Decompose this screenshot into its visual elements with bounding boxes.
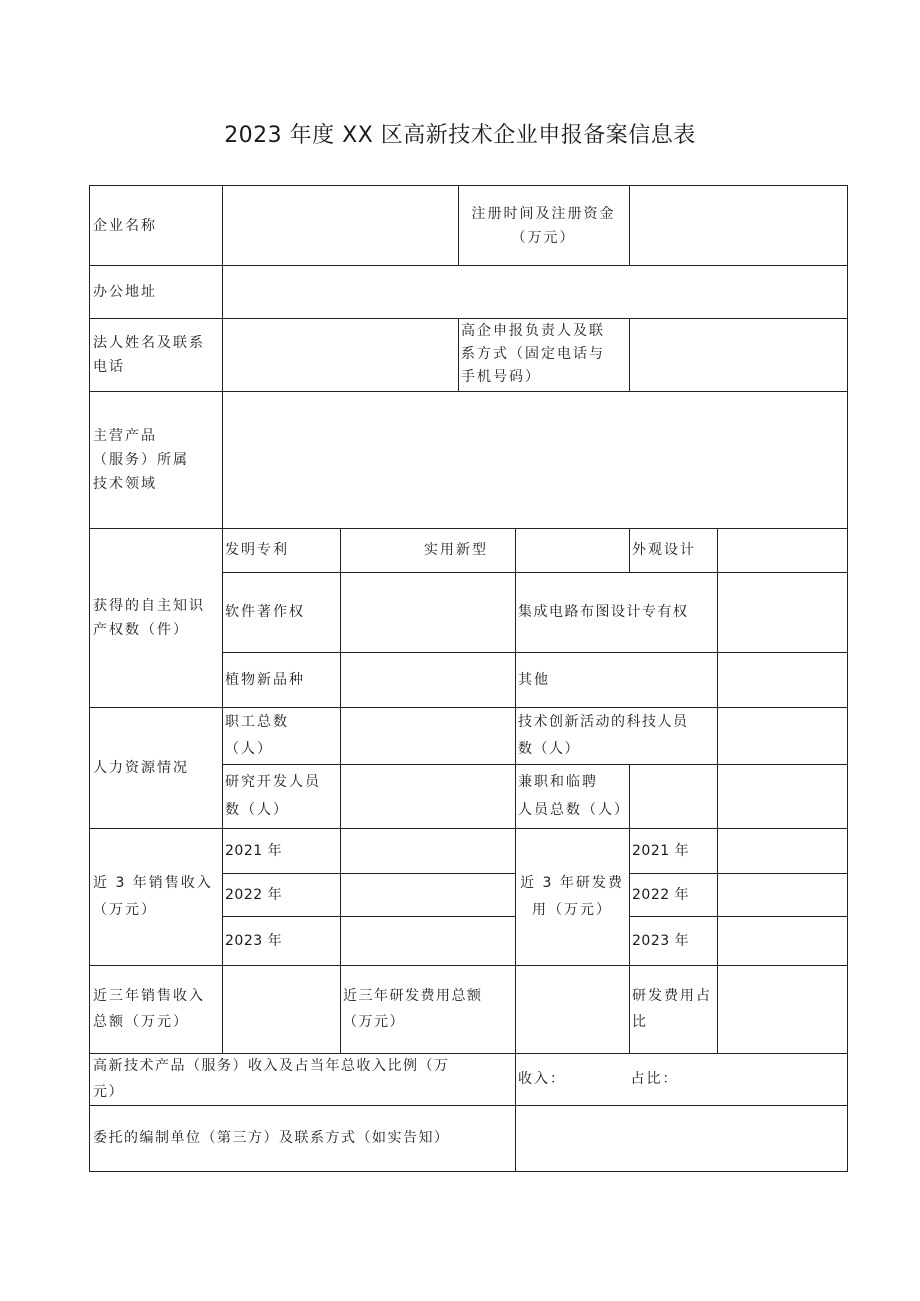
label-office-address: 办公地址 bbox=[89, 265, 223, 319]
label-rd-2022: 2022 年 bbox=[629, 873, 718, 917]
agency-field[interactable] bbox=[515, 1105, 848, 1172]
sales-total-field[interactable] bbox=[222, 965, 341, 1054]
label-sales-3y: 近 3 年销售收入 （万元） bbox=[89, 828, 223, 966]
ic-layout-field[interactable] bbox=[717, 572, 848, 653]
label-rd-2023: 2023 年 bbox=[629, 916, 718, 966]
label-utility-model: 实用新型 bbox=[340, 528, 516, 573]
design-field[interactable] bbox=[717, 528, 848, 573]
label-plant-variety: 植物新品种 bbox=[222, 652, 341, 708]
label-sales-total: 近三年销售收入 总额（万元） bbox=[89, 965, 223, 1054]
label-rd-ratio: 研发费用占 比 bbox=[629, 965, 718, 1054]
label-rd-3y: 近 3 年研发费 用（万元） bbox=[515, 828, 630, 966]
label-ic-layout: 集成电路布图设计专有权 bbox=[515, 572, 718, 653]
label-invention-patent: 发明专利 bbox=[222, 528, 341, 573]
label-design: 外观设计 bbox=[629, 528, 718, 573]
label-software-copyright: 软件著作权 bbox=[222, 572, 341, 653]
label-tech-staff: 技术创新活动的科技人员 数（人） bbox=[515, 707, 718, 765]
label-rd-total: 近三年研发费用总额 （万元） bbox=[340, 965, 516, 1054]
contact-person-field[interactable] bbox=[629, 318, 848, 392]
label-agency: 委托的编制单位（第三方）及联系方式（如实告知） bbox=[89, 1105, 516, 1172]
legal-person-field[interactable] bbox=[222, 318, 459, 392]
label-sales-2022: 2022 年 bbox=[222, 873, 341, 917]
utility-model-field[interactable] bbox=[515, 528, 630, 573]
label-contact-person: 高企申报负责人及联 系方式（固定电话与 手机号码） bbox=[458, 318, 630, 392]
company-name-field[interactable] bbox=[222, 185, 459, 266]
rd-2021-field[interactable] bbox=[717, 828, 848, 874]
label-sales-2021: 2021 年 bbox=[222, 828, 341, 874]
income-ratio-field[interactable]: 收入： 占比： bbox=[515, 1053, 848, 1106]
office-address-field[interactable] bbox=[222, 265, 848, 319]
main-product-field[interactable] bbox=[222, 391, 848, 529]
software-copyright-field[interactable] bbox=[340, 572, 516, 653]
reg-time-capital-field[interactable] bbox=[629, 185, 848, 266]
label-ip-count: 获得的自主知识 产权数（件） bbox=[89, 528, 223, 708]
label-main-product: 主营产品 （服务）所属 技术领域 bbox=[89, 391, 223, 529]
label-legal-person: 法人姓名及联系 电话 bbox=[89, 318, 223, 392]
rd-staff-field[interactable] bbox=[340, 764, 516, 829]
part-time-staff-field-a[interactable] bbox=[629, 764, 718, 829]
plant-variety-field[interactable] bbox=[340, 652, 516, 708]
rd-ratio-field[interactable] bbox=[717, 965, 848, 1054]
label-hr-status: 人力资源情况 bbox=[89, 707, 223, 829]
label-reg-time-capital: 注册时间及注册资金 （万元） bbox=[458, 185, 630, 266]
label-hitech-income: 高新技术产品（服务）收入及占当年总收入比例（万 元） bbox=[89, 1053, 516, 1106]
rd-2022-field[interactable] bbox=[717, 873, 848, 917]
label-sales-2023: 2023 年 bbox=[222, 916, 341, 966]
sales-2022-field[interactable] bbox=[340, 873, 516, 917]
rd-total-field[interactable] bbox=[515, 965, 630, 1054]
sales-2023-field[interactable] bbox=[340, 916, 516, 966]
total-staff-field[interactable] bbox=[340, 707, 516, 765]
label-company-name: 企业名称 bbox=[89, 185, 223, 266]
tech-staff-field[interactable] bbox=[717, 707, 848, 765]
label-total-staff: 职工总数 （人） bbox=[222, 707, 341, 765]
other-field[interactable] bbox=[717, 652, 848, 708]
rd-2023-field[interactable] bbox=[717, 916, 848, 966]
label-rd-2021: 2021 年 bbox=[629, 828, 718, 874]
part-time-staff-field[interactable] bbox=[717, 764, 848, 829]
label-other: 其他 bbox=[515, 652, 718, 708]
label-part-time-staff: 兼职和临聘 人员总数（人） bbox=[515, 764, 630, 829]
sales-2021-field[interactable] bbox=[340, 828, 516, 874]
page-title: 2023 年度 XX 区高新技术企业申报备案信息表 bbox=[224, 123, 696, 148]
label-rd-staff: 研究开发人员 数（人） bbox=[222, 764, 341, 829]
